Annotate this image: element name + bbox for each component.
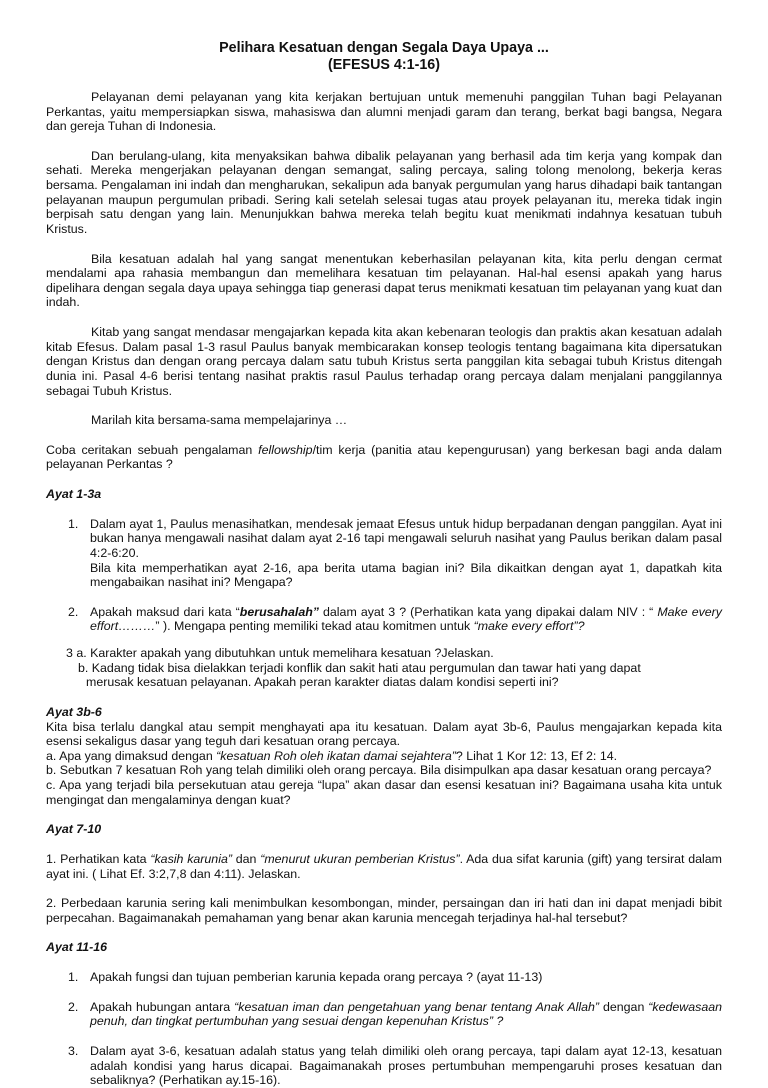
- question-text-followup: Bila kita memperhatikan ayat 2-16, apa berita utama bagian ini? Bila dikaitkan dengan ayat 1, dapatkah kita mengabaikan nasihat ini? Mengapa?: [90, 560, 722, 590]
- ayat-3b-6-intro: Kita bisa terlalu dangkal atau sempit menghayati apa itu kesatuan. Dalam ayat 3b-6, Paulus mengajarkan kepada kita esensi sekaligus dasar yang teguh dari kesatuan orang percaya.: [46, 719, 722, 749]
- document-subtitle: (EFESUS 4:1-16): [327, 57, 441, 74]
- intro-paragraph-1: Pelayanan demi pelayanan yang kita kerjakan bertujuan untuk memenuhi panggilan Tuhan bagi Pelayanan Perkantas, yaitu mempersiapkan siswa, mahasiswa dan alumni menjadi garam dan terang, berkat bagi bangsa, Negara dan gereja Tuhan di Indonesia.: [46, 89, 722, 134]
- question-number: 1.: [68, 970, 79, 984]
- ayat-3b-6-question-a: a. Apa yang dimaksud dengan “kesatuan Roh oleh ikatan damai sejahtera”? Lihat 1 Kor 12: 13, Ef 2: 14.: [46, 748, 618, 763]
- section-heading-ayat-1-3a: Ayat 1-3a: [46, 487, 102, 501]
- question-number: 2.: [68, 604, 79, 619]
- intro-paragraph-2: Dan berulang-ulang, kita menyaksikan bahwa dibalik pelayanan yang berhasil ada tim kerja yang kompak dan sehati. Mereka mengerjakan pelayanan dengan semangat, saling percaya, saling tolong menolong, bekerja keras bersama. Pengalaman ini indah dan mengharukan, sekalipun ada banyak pergumulan yang harus dihadapi baik tantangan pelayanan maupun pergumulan pribadi. Sering kali setelah selesai tugas atau proyek pelayanan itu, mereka tidak ingin berpisah satu dengan yang lain. Menunjukkan bahwa mereka telah begitu kuat menikmati indahnya kesatuan tubuh Kristus.: [46, 148, 722, 236]
- section-heading-ayat-3b-6: Ayat 3b-6: [46, 704, 102, 719]
- question-3-ayat-11: [46, 1044, 722, 1088]
- question-text: Dalam ayat 3-6, kesatuan adalah status yang telah dimiliki oleh orang percaya, tapi dalam ayat 12-13, kesatuan adalah kondisi yang harus dicapai. Bagaimanakah proses pertumbuhan mempengaruhi proses kesatuan dan sebaliknya? (Perhatikan ay.15-16).: [90, 1043, 722, 1088]
- prompt-italic: fellowship: [258, 442, 313, 457]
- section-heading-ayat-7-10: Ayat 7-10: [46, 822, 102, 837]
- reflection-prompt: [46, 443, 722, 472]
- question-3a-ayat-1: 3 a. Karakter apakah yang dibutuhkan untuk memelihara kesatuan ?Jelaskan.: [66, 646, 494, 660]
- question-1-ayat-11: [46, 970, 722, 985]
- question-number: 3.: [68, 1043, 79, 1058]
- question-text: Apakah fungsi dan tujuan pemberian karunia kepada orang percaya ? (ayat 11-13): [90, 970, 543, 984]
- question-2-ayat-11: [46, 1000, 722, 1029]
- document-title: Pelihara Kesatuan dengan Segala Daya Upaya ...: [219, 40, 549, 56]
- ayat-3b-6-question-c: c. Apa yang terjadi bila persekutuan atau gereja “lupa” akan dasar dan esensi kesatuan ini? Bagaimana usaha kita untuk mengingat dan mengalaminya dengan kuat?: [46, 778, 722, 807]
- ayat-7-10-question-1: 1. Perhatikan kata “kasih karunia” dan “menurut ukuran pemberian Kristus”. Ada dua sifat karunia (gift) yang tersirat dalam ayat ini. ( Lihat Ef. 3:2,7,8 dan 4:11). Jelaskan.: [46, 851, 722, 881]
- intro-paragraph-3: Bila kesatuan adalah hal yang sangat menentukan keberhasilan pelayanan kita, kita perlu dengan cermat mendalami apa rahasia membangun dan memelihara kesatuan tim pelayanan. Hal-hal esensi apakah yang harus dipelihara dengan segala daya upaya sehingga tiap generasi dapat terus menikmati kesatuan tim pelayanan yang kuat dan indah.: [46, 251, 722, 310]
- question-3b-ayat-1-cont: merusak kesatuan pelayanan. Apakah peran karakter diatas dalam kondisi seperti ini?: [86, 675, 559, 690]
- question-2-ayat-1: [46, 605, 722, 634]
- question-number: 2.: [68, 999, 79, 1014]
- prompt-text-rest: /tim kerja (panitia atau kepengurusan) yang berkesan bagi anda dalam pelayanan Perkantas ?: [46, 442, 722, 472]
- question-number: 1.: [68, 516, 79, 531]
- intro-paragraph-4: Kitab yang sangat mendasar mengajarkan kepada kita akan kebenaran teologis dan praktis akan kesatuan adalah kitab Efesus. Dalam pasal 1-3 rasul Paulus banyak membicarakan konsep teologis tentang bagaimana kita dipersatukan dengan Kristus dan dengan orang percaya dalam satu tubuh Kristus serta panggilan kita sebagai tubuh Kristus ditengah dunia ini. Pasal 4-6 berisi tentang nasihat praktis rasul Paulus terhadap orang percaya dalam menjalani panggilannya sebagai Tubuh Kristus.: [46, 325, 722, 398]
- intro-paragraph-5: Marilah kita bersama-sama mempelajarinya …: [91, 413, 348, 428]
- question-text: Apakah maksud dari kata “berusahalah” dalam ayat 3 ? (Perhatikan kata yang dipakai dalam NIV : “ Make every effort………” ). Mengapa penting memiliki tekad atau komitmen untuk “make every effort”?: [90, 604, 722, 634]
- ayat-7-10-question-2: 2. Perbedaan karunia sering kali menimbulkan kesombongan, minder, persaingan dan iri hati dan ini dapat menjadi bibit perpecahan. Bagaimanakah pemahaman yang benar akan karunia mencegah terjadinya hal-hal tersebut?: [46, 896, 722, 925]
- question-3b-ayat-1: b. Kadang tidak bisa dielakkan terjadi konflik dan sakit hati atau pergumulan dan tawar hati yang dapat: [78, 660, 641, 675]
- section-heading-ayat-11-16: Ayat 11-16: [46, 940, 108, 955]
- question-text: Apakah hubungan antara “kesatuan iman dan pengetahuan yang benar tentang Anak Allah” dengan “kedewasaan penuh, dan tingkat pertumbuhan yang sesuai dengan kepenuhan Kristus” ?: [90, 999, 722, 1029]
- ayat-3b-6-question-b: b. Sebutkan 7 kesatuan Roh yang telah dimiliki oleh orang percaya. Bila disimpulkan apa dasar kesatuan orang percaya?: [46, 763, 712, 778]
- prompt-text: Coba ceritakan sebuah pengalaman: [46, 442, 259, 457]
- question-text: Dalam ayat 1, Paulus menasihatkan, mendesak jemaat Efesus untuk hidup berpadanan dengan panggilan. Ayat ini bukan hanya mengawali nasihat dalam ayat 2-16 tapi mengawali seluruh nasihat yang Paulus berikan dalam pasal 4:2-6:20.: [90, 516, 722, 560]
- question-1-ayat-1: [46, 517, 722, 590]
